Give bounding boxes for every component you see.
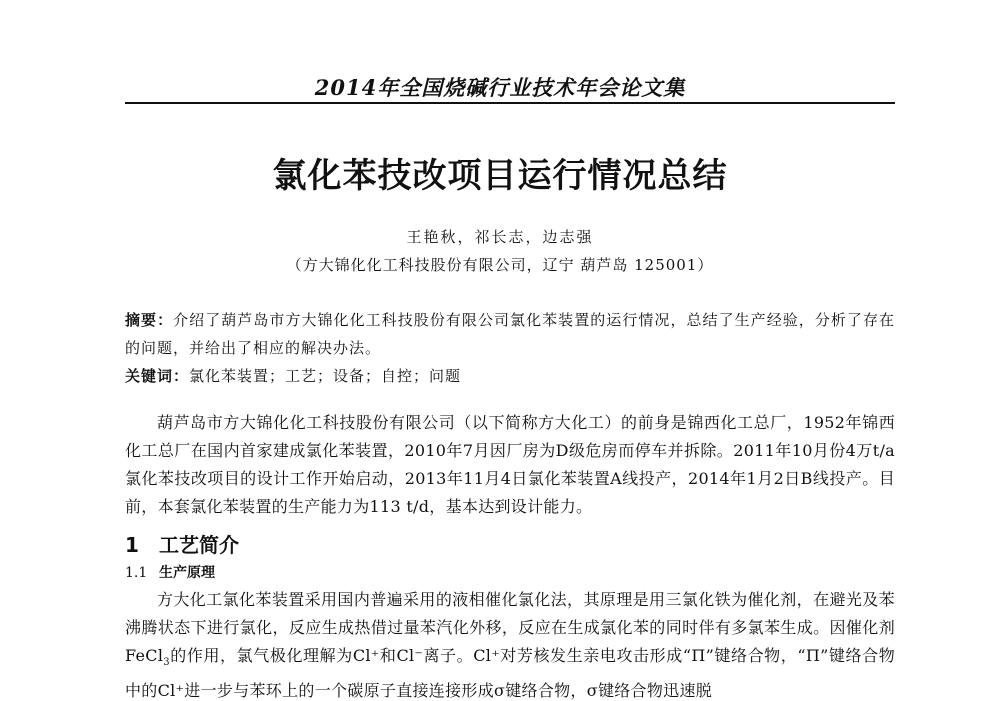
keywords-text: 氯化苯装置；工艺；设备；自控；问题: [189, 367, 462, 385]
principle-subscript: 3: [163, 657, 170, 669]
section-number: 1: [125, 533, 139, 557]
header-rule: [125, 102, 895, 104]
running-header: 2014年全国烧碱行业技术年会论文集: [314, 75, 686, 100]
section-title: 工艺简介: [159, 533, 239, 557]
author-affiliation: （方大锦化化工科技股份有限公司，辽宁 葫芦岛 125001）: [286, 256, 714, 274]
subsection-title: 生产原理: [159, 565, 215, 581]
principle-text-part1: 方大化工氯化苯装置采用国内普遍采用的液相催化氯化法，其原理是用三氯化铁为催化剂，在避光及苯沸腾状态下进行氯化，反应生成热借过量苯汽化外移，反应在生成氯化苯的同时伴有多氯苯生成。因催化剂FeCl: [125, 590, 895, 665]
keywords-label: 关键词：: [125, 367, 190, 385]
paper-title: 氯化苯技改项目运行情况总结: [272, 156, 728, 196]
abstract-text: 介绍了葫芦岛市方大锦化化工科技股份有限公司氯化苯装置的运行情况，总结了生产经验，分析了存在的问题，并给出了相应的解决办法。: [125, 311, 895, 357]
intro-paragraph: 葫芦岛市方大锦化化工科技股份有限公司（以下简称方大化工）的前身是锦西化工总厂，1952年锦西化工总厂在国内首家建成氯化苯装置，2010年7月因厂房为D级危房而停车并拆除。2011年10月份4万t/a氯化苯技改项目的设计工作开始启动，2013年11月4日氯化苯装置A线投产，2014年1月2日B线投产。目前，本套氯化苯装置的生产能力为113 t/d，基本达到设计能力。: [125, 413, 895, 516]
abstract-label: 摘要：: [125, 311, 174, 329]
section-heading: [125, 529, 239, 558]
principle-text-part2: 的作用，氯气极化理解为Cl⁺和Cl⁻离子。Cl⁺对芳核发生亲电攻击形成“Π”键络合物，“Π”键络合物中的Cl⁺进一步与苯环上的一个碳原子直接连接形成σ键络合物，σ键络合物迅速脱: [125, 646, 895, 701]
author-list: 王艳秋，祁长志，边志强: [406, 228, 594, 246]
subsection-number: 1.1: [125, 565, 148, 581]
principle-paragraph: [125, 586, 895, 701]
keywords: [125, 362, 895, 390]
abstract: [125, 306, 895, 362]
subsection-heading: [125, 562, 215, 582]
